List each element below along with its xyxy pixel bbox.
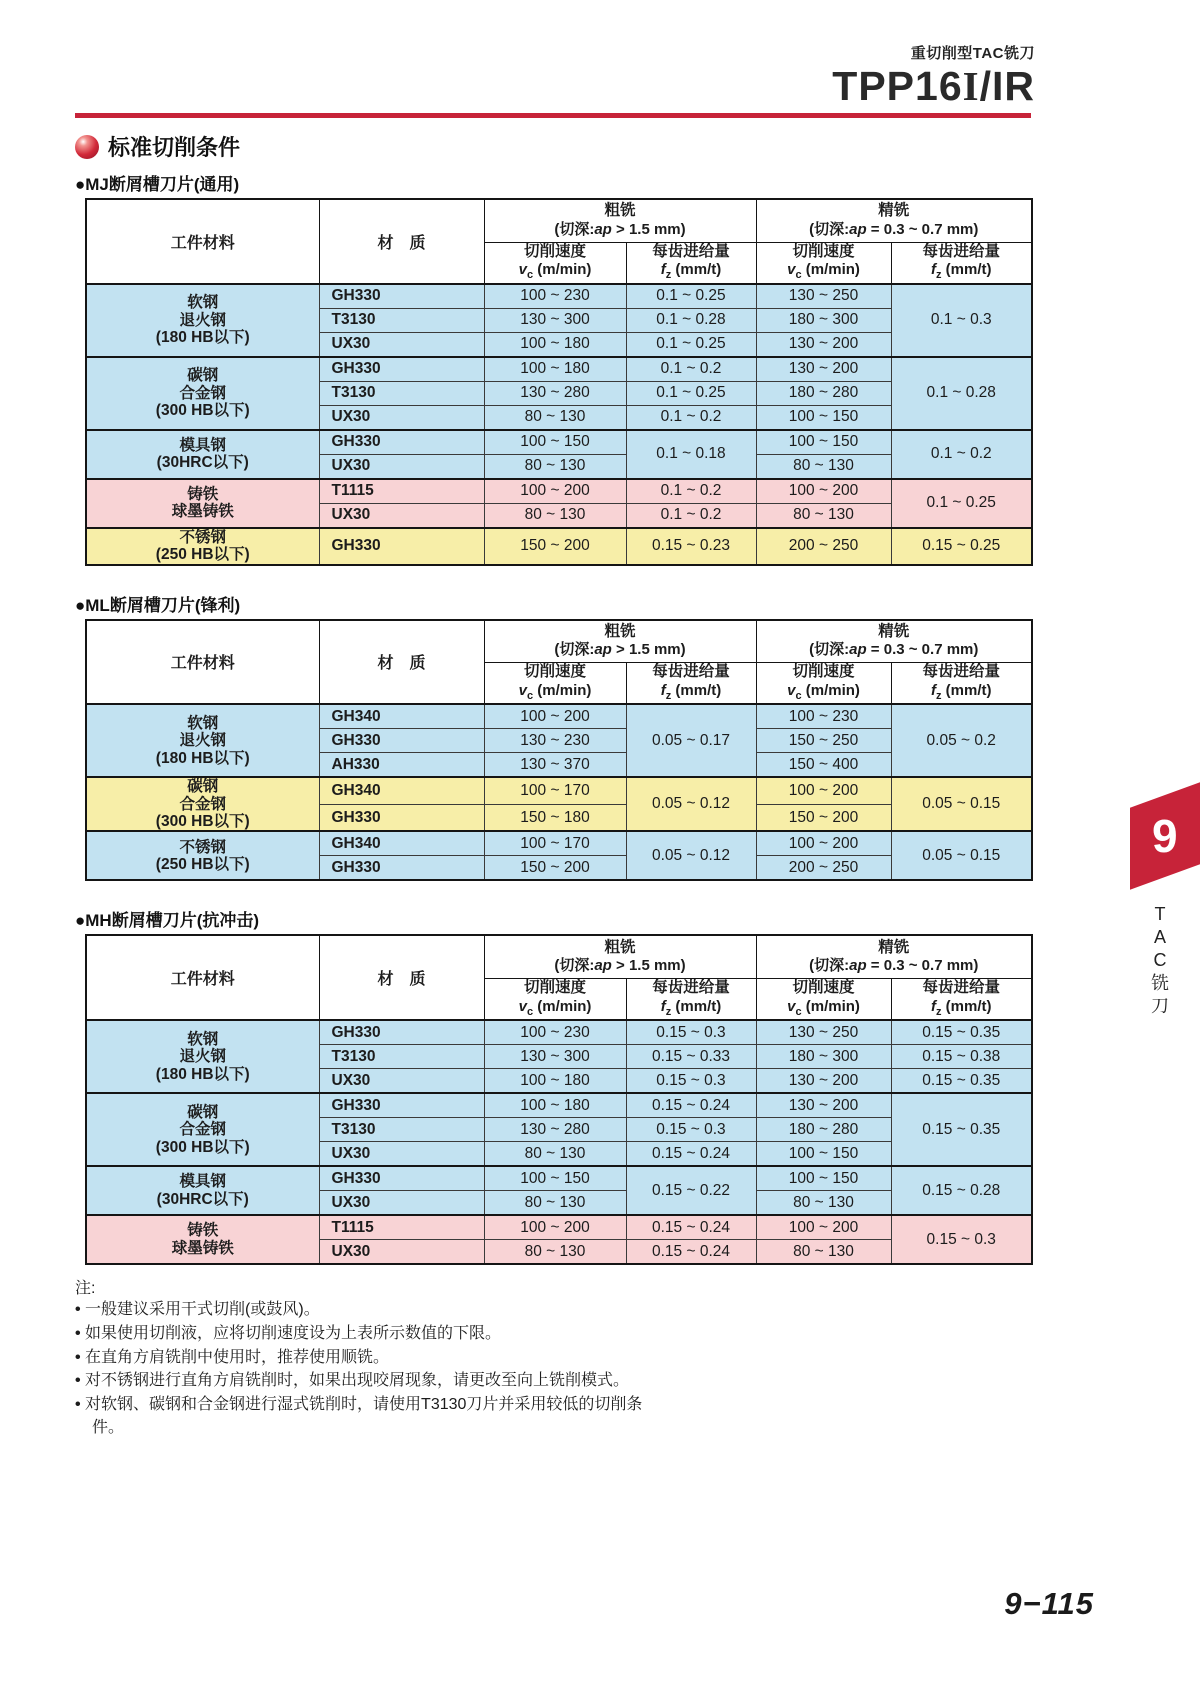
col-header-grade: 材 质 (319, 199, 484, 284)
col-header-rough-speed (484, 663, 626, 705)
col-header-finish-feed (891, 663, 1032, 705)
rough-fz-cell-merged: 0.05 ~ 0.12 (626, 831, 756, 880)
metric-subscript: z (665, 269, 672, 282)
metric-subscript: c (526, 689, 534, 702)
product-title-part2: /IR (979, 63, 1035, 109)
rough-vc-cell: 130 ~ 230 (484, 729, 626, 753)
finish-vc-cell: 80 ~ 130 (756, 1240, 891, 1265)
condition-prefix: (切深: (809, 220, 850, 238)
finish-fz-cell: 0.15 ~ 0.38 (891, 1045, 1032, 1069)
grade-cell: T3130 (319, 1118, 484, 1142)
rough-fz-cell: 0.1 ~ 0.25 (626, 332, 756, 357)
col-header-finish-feed-unit (895, 998, 1029, 1020)
chapter-tab-char: C (1153, 950, 1167, 971)
grade-cell: T1115 (319, 479, 484, 504)
page-header (832, 42, 1035, 107)
section-title: 标准切削条件 (108, 135, 241, 160)
metric-symbol: f (931, 681, 936, 699)
condition-symbol: ap (594, 957, 612, 975)
col-header-finish-feed (891, 978, 1032, 1020)
grade-cell: T3130 (319, 308, 484, 332)
metric-symbol: f (931, 997, 936, 1015)
red-sphere-icon (75, 135, 99, 159)
grade-cell: UX30 (319, 503, 484, 528)
rough-fz-cell: 0.1 ~ 0.2 (626, 357, 756, 382)
finish-fz-cell-merged: 0.15 ~ 0.35 (891, 1093, 1032, 1166)
rough-vc-cell: 100 ~ 170 (484, 777, 626, 804)
col-header-finish-feed-label: 每齿进给量 (922, 663, 1000, 681)
page-number: 9−115 (1004, 1586, 1094, 1621)
rough-fz-cell: 0.15 ~ 0.23 (626, 528, 756, 565)
material-cell: 铸铁 球墨铸铁 (86, 479, 319, 528)
metric-subscript: c (526, 1005, 534, 1018)
rough-fz-cell: 0.1 ~ 0.25 (626, 284, 756, 309)
col-header-rough-title: 粗铣 (604, 938, 636, 956)
col-header-finish-speed-unit (760, 261, 888, 283)
metric-unit-text: (m/min) (801, 261, 860, 279)
finish-vc-cell: 200 ~ 250 (756, 856, 891, 881)
col-header-rough-speed (484, 978, 626, 1020)
col-header-finish (756, 620, 1032, 663)
grade-cell: GH340 (319, 704, 484, 729)
grade-cell: UX30 (319, 1142, 484, 1167)
rough-vc-cell: 100 ~ 170 (484, 831, 626, 856)
finish-fz-cell-merged: 0.1 ~ 0.2 (891, 430, 1032, 479)
grade-cell: GH330 (319, 804, 484, 831)
condition-suffix: = 0.3 ~ 0.7 mm) (866, 641, 979, 659)
chapter-tab-char: 铣 (1151, 973, 1169, 994)
col-header-finish-speed-label: 切削速度 (792, 663, 855, 681)
col-header-rough-title: 粗铣 (604, 622, 636, 640)
material-cell: 不锈钢 (250 HB以下) (86, 831, 319, 880)
notes (75, 1275, 660, 1439)
col-header-rough (484, 199, 756, 242)
table-row (86, 831, 1032, 856)
finish-vc-cell: 100 ~ 200 (756, 479, 891, 504)
col-header-material: 工件材料 (86, 935, 319, 1020)
table-row (86, 1215, 1032, 1240)
grade-cell: GH330 (319, 1020, 484, 1045)
product-title-roman-i: I (962, 63, 980, 109)
finish-vc-cell: 130 ~ 200 (756, 1069, 891, 1094)
col-header-finish-title: 精铣 (878, 622, 910, 640)
grade-cell: T3130 (319, 381, 484, 405)
rough-vc-cell: 100 ~ 150 (484, 430, 626, 455)
rough-vc-cell: 100 ~ 150 (484, 1166, 626, 1191)
rough-fz-cell: 0.15 ~ 0.24 (626, 1240, 756, 1265)
col-header-material: 工件材料 (86, 620, 319, 705)
cutting-table-mj (85, 198, 1031, 566)
col-header-finish-speed-unit (760, 682, 888, 704)
condition-symbol: ap (849, 220, 867, 238)
finish-vc-cell: 100 ~ 200 (756, 1215, 891, 1240)
col-header-rough-speed (484, 242, 626, 284)
rough-fz-cell: 0.1 ~ 0.25 (626, 381, 756, 405)
finish-vc-cell: 150 ~ 200 (756, 804, 891, 831)
table-title-mh: ●MH断屑槽刀片(抗冲击) (75, 911, 260, 931)
finish-fz-cell-merged: 0.1 ~ 0.25 (891, 479, 1032, 528)
metric-subscript: c (795, 269, 802, 282)
material-cell: 模具钢 (30HRC以下) (86, 1166, 319, 1215)
chapter-tab-vertical-label (1148, 903, 1172, 1018)
condition-suffix: > 1.5 mm) (611, 220, 686, 238)
col-header-grade: 材 质 (319, 935, 484, 1020)
chapter-tab-number: 9 (1152, 810, 1178, 862)
grade-cell: AH330 (319, 753, 484, 778)
metric-subscript: z (936, 689, 942, 702)
col-header-rough-condition (488, 221, 753, 240)
rough-fz-cell: 0.1 ~ 0.2 (626, 405, 756, 430)
finish-vc-cell: 80 ~ 130 (756, 454, 891, 479)
rough-fz-cell: 0.15 ~ 0.3 (626, 1020, 756, 1045)
table-row (86, 1093, 1032, 1118)
metric-symbol: f (660, 997, 666, 1015)
rough-vc-cell: 100 ~ 200 (484, 479, 626, 504)
metric-subscript: c (795, 1005, 802, 1018)
finish-vc-cell: 200 ~ 250 (756, 528, 891, 565)
col-header-rough-feed-unit (630, 682, 753, 704)
metric-unit-text: (mm/t) (671, 997, 722, 1015)
col-header-rough-feed-label: 每齿进给量 (652, 978, 730, 996)
grade-cell: UX30 (319, 454, 484, 479)
notes-list (75, 1299, 660, 1439)
material-cell: 碳钢 合金钢 (300 HB以下) (86, 1093, 319, 1166)
grade-cell: GH330 (319, 430, 484, 455)
finish-vc-cell: 130 ~ 250 (756, 1020, 891, 1045)
rough-vc-cell: 150 ~ 180 (484, 804, 626, 831)
finish-vc-cell: 100 ~ 150 (756, 1166, 891, 1191)
table-row (86, 777, 1032, 804)
condition-prefix: (切深: (809, 641, 850, 659)
cutting-conditions-table-mh (85, 934, 1033, 1265)
rough-vc-cell: 150 ~ 200 (484, 528, 626, 565)
condition-symbol: ap (594, 641, 612, 659)
table-row (86, 704, 1032, 729)
metric-unit-text: (m/min) (533, 261, 592, 279)
metric-symbol: v (518, 997, 527, 1015)
grade-cell: GH330 (319, 1093, 484, 1118)
col-header-finish-title: 精铣 (878, 938, 910, 956)
col-header-finish-speed-label: 切削速度 (792, 978, 855, 996)
rough-vc-cell: 130 ~ 280 (484, 1118, 626, 1142)
col-header-finish (756, 935, 1032, 978)
condition-suffix: = 0.3 ~ 0.7 mm) (866, 957, 979, 975)
metric-symbol: f (660, 681, 666, 699)
product-title (832, 63, 1035, 109)
metric-subscript: z (936, 269, 942, 282)
section-heading (75, 131, 1031, 162)
finish-vc-cell: 130 ~ 200 (756, 332, 891, 357)
metric-symbol: v (787, 681, 796, 699)
metric-subscript: c (795, 689, 802, 702)
finish-vc-cell: 100 ~ 200 (756, 831, 891, 856)
col-header-rough-feed-unit (630, 998, 753, 1020)
metric-subscript: z (665, 689, 672, 702)
metric-unit-text: (m/min) (801, 681, 860, 699)
grade-cell: GH330 (319, 856, 484, 881)
finish-fz-cell-merged: 0.1 ~ 0.28 (891, 357, 1032, 430)
table-row (86, 528, 1032, 565)
material-cell: 不锈钢 (250 HB以下) (86, 528, 319, 565)
metric-unit-text: (mm/t) (671, 261, 722, 279)
rough-fz-cell: 0.1 ~ 0.28 (626, 308, 756, 332)
rough-vc-cell: 100 ~ 180 (484, 357, 626, 382)
finish-vc-cell: 100 ~ 150 (756, 1142, 891, 1167)
material-cell: 软钢 退火钢 (180 HB以下) (86, 704, 319, 777)
grade-cell: UX30 (319, 405, 484, 430)
metric-unit-text: (mm/t) (941, 681, 992, 699)
metric-symbol: v (518, 261, 527, 279)
finish-vc-cell: 100 ~ 200 (756, 777, 891, 804)
col-header-finish-condition (760, 221, 1029, 240)
table-row (86, 430, 1032, 455)
finish-vc-cell: 180 ~ 280 (756, 381, 891, 405)
rough-vc-cell: 80 ~ 130 (484, 454, 626, 479)
grade-cell: GH340 (319, 777, 484, 804)
col-header-finish-condition (760, 957, 1029, 976)
condition-prefix: (切深: (554, 641, 595, 659)
condition-prefix: (切深: (809, 957, 850, 975)
col-header-rough-speed-label: 切削速度 (523, 663, 586, 681)
metric-unit-text: (mm/t) (941, 261, 992, 279)
table-row (86, 284, 1032, 309)
condition-prefix: (切深: (554, 957, 595, 975)
grade-cell: UX30 (319, 1240, 484, 1265)
rough-vc-cell: 130 ~ 300 (484, 1045, 626, 1069)
condition-symbol: ap (849, 641, 867, 659)
cutting-conditions-table-mj (85, 198, 1033, 566)
header-row-1 (86, 620, 1032, 663)
rough-vc-cell: 80 ~ 130 (484, 1191, 626, 1216)
col-header-rough-speed-unit (488, 682, 623, 704)
rough-vc-cell: 100 ~ 180 (484, 1093, 626, 1118)
table-row (86, 479, 1032, 504)
col-header-finish-feed-label: 每齿进给量 (922, 242, 1000, 260)
note-item: • 对软钢、碳钢和合金钢进行湿式铣削时，请使用T3130刀片并采用较低的切削条件。 (75, 1394, 660, 1439)
cutting-conditions-table-ml (85, 619, 1033, 882)
grade-cell: T1115 (319, 1215, 484, 1240)
grade-cell: GH340 (319, 831, 484, 856)
grade-cell: GH330 (319, 729, 484, 753)
material-cell: 铸铁 球墨铸铁 (86, 1215, 319, 1264)
grade-cell: UX30 (319, 332, 484, 357)
finish-vc-cell: 130 ~ 250 (756, 284, 891, 309)
finish-vc-cell: 150 ~ 400 (756, 753, 891, 778)
finish-vc-cell: 100 ~ 230 (756, 704, 891, 729)
table-row (86, 357, 1032, 382)
series-eyebrow: 重切削型TAC铣刀 (910, 45, 1035, 62)
rough-vc-cell: 100 ~ 230 (484, 284, 626, 309)
col-header-rough (484, 620, 756, 663)
finish-vc-cell: 100 ~ 150 (756, 405, 891, 430)
metric-subscript: z (665, 1005, 672, 1018)
finish-fz-cell-merged: 0.05 ~ 0.15 (891, 831, 1032, 880)
rough-fz-cell: 0.15 ~ 0.24 (626, 1215, 756, 1240)
col-header-grade: 材 质 (319, 620, 484, 705)
condition-symbol: ap (594, 220, 612, 238)
finish-vc-cell: 130 ~ 200 (756, 1093, 891, 1118)
metric-subscript: c (526, 269, 534, 282)
metric-symbol: f (660, 261, 666, 279)
rough-vc-cell: 130 ~ 300 (484, 308, 626, 332)
chapter-tab-char: 刀 (1151, 996, 1169, 1017)
rough-vc-cell: 100 ~ 230 (484, 1020, 626, 1045)
metric-unit-text: (m/min) (533, 681, 592, 699)
col-header-finish-feed-unit (895, 261, 1029, 283)
header-rule (75, 113, 1031, 118)
finish-fz-cell-merged: 0.15 ~ 0.28 (891, 1166, 1032, 1215)
notes-label: 注: (75, 1280, 96, 1298)
col-header-rough-feed (626, 242, 756, 284)
rough-fz-cell: 0.15 ~ 0.24 (626, 1093, 756, 1118)
rough-fz-cell: 0.1 ~ 0.2 (626, 479, 756, 504)
col-header-rough-condition (488, 957, 753, 976)
col-header-rough-speed-label: 切削速度 (523, 978, 586, 996)
col-header-finish-feed-label: 每齿进给量 (922, 978, 1000, 996)
rough-fz-cell: 0.15 ~ 0.3 (626, 1069, 756, 1094)
grade-cell: UX30 (319, 1069, 484, 1094)
finish-fz-cell-merged: 0.1 ~ 0.3 (891, 284, 1032, 357)
col-header-rough-feed (626, 663, 756, 705)
rough-vc-cell: 80 ~ 130 (484, 503, 626, 528)
metric-symbol: v (787, 261, 796, 279)
finish-fz-cell: 0.15 ~ 0.35 (891, 1020, 1032, 1045)
metric-symbol: v (787, 997, 796, 1015)
table-row (86, 1166, 1032, 1191)
chapter-tab-char: T (1154, 904, 1166, 924)
note-item: • 一般建议采用干式切削(或鼓风)。 (75, 1299, 660, 1322)
rough-vc-cell: 130 ~ 280 (484, 381, 626, 405)
metric-unit-text: (mm/t) (671, 681, 722, 699)
finish-fz-cell: 0.15 ~ 0.25 (891, 528, 1032, 565)
finish-fz-cell-merged: 0.05 ~ 0.15 (891, 777, 1032, 831)
note-item: • 对不锈钢进行直角方肩铣削时，如果出现咬屑现象，请更改至向上铣削模式。 (75, 1370, 660, 1393)
finish-vc-cell: 130 ~ 200 (756, 357, 891, 382)
col-header-material: 工件材料 (86, 199, 319, 284)
cutting-table-mh (85, 934, 1031, 1265)
metric-subscript: z (936, 1005, 942, 1018)
finish-vc-cell: 180 ~ 300 (756, 308, 891, 332)
condition-suffix: = 0.3 ~ 0.7 mm) (866, 220, 979, 238)
grade-cell: UX30 (319, 1191, 484, 1216)
col-header-rough-speed-unit (488, 261, 623, 283)
main-content (75, 131, 1031, 1441)
col-header-finish-speed (756, 978, 891, 1020)
condition-suffix: > 1.5 mm) (611, 957, 686, 975)
rough-fz-cell-merged: 0.15 ~ 0.22 (626, 1166, 756, 1215)
table-title-mj: ●MJ断屑槽刀片(通用) (75, 175, 240, 194)
material-cell: 软钢 退火钢 (180 HB以下) (86, 1020, 319, 1093)
rough-vc-cell: 150 ~ 200 (484, 856, 626, 881)
table-row (86, 1020, 1032, 1045)
grade-cell: GH330 (319, 528, 484, 565)
finish-vc-cell: 100 ~ 150 (756, 430, 891, 455)
col-header-finish-feed (891, 242, 1032, 284)
rough-fz-cell: 0.1 ~ 0.2 (626, 503, 756, 528)
rough-fz-cell: 0.15 ~ 0.3 (626, 1118, 756, 1142)
material-cell: 软钢 退火钢 (180 HB以下) (86, 284, 319, 357)
col-header-finish (756, 199, 1032, 242)
rough-vc-cell: 80 ~ 130 (484, 405, 626, 430)
metric-unit-text: (m/min) (533, 997, 592, 1015)
col-header-rough-feed-label: 每齿进给量 (652, 663, 730, 681)
grade-cell: GH330 (319, 357, 484, 382)
metric-symbol: f (931, 261, 936, 279)
rough-vc-cell: 80 ~ 130 (484, 1142, 626, 1167)
col-header-finish-speed (756, 663, 891, 705)
rough-vc-cell: 130 ~ 370 (484, 753, 626, 778)
cutting-table-ml (85, 619, 1031, 882)
metric-unit-text: (m/min) (801, 997, 860, 1015)
col-header-rough-feed-unit (630, 261, 753, 283)
material-cell: 模具钢 (30HRC以下) (86, 430, 319, 479)
condition-prefix: (切深: (554, 220, 595, 238)
metric-symbol: v (518, 681, 527, 699)
col-header-rough-feed-label: 每齿进给量 (652, 242, 730, 260)
finish-fz-cell-merged: 0.15 ~ 0.3 (891, 1215, 1032, 1264)
material-cell: 碳钢 合金钢 (300 HB以下) (86, 777, 319, 831)
note-item: • 如果使用切削液，应将切削速度设为上表所示数值的下限。 (75, 1323, 660, 1346)
rough-vc-cell: 80 ~ 130 (484, 1240, 626, 1265)
finish-fz-cell-merged: 0.05 ~ 0.2 (891, 704, 1032, 777)
rough-vc-cell: 100 ~ 180 (484, 332, 626, 357)
finish-vc-cell: 80 ~ 130 (756, 1191, 891, 1216)
table-title-ml: ●ML断屑槽刀片(锋利) (75, 595, 241, 615)
rough-fz-cell-merged: 0.05 ~ 0.17 (626, 704, 756, 777)
col-header-rough-speed-unit (488, 998, 623, 1020)
col-header-finish-condition (760, 641, 1029, 660)
rough-vc-cell: 100 ~ 200 (484, 704, 626, 729)
rough-fz-cell-merged: 0.1 ~ 0.18 (626, 430, 756, 479)
finish-vc-cell: 150 ~ 250 (756, 729, 891, 753)
grade-cell: T3130 (319, 1045, 484, 1069)
metric-unit-text: (mm/t) (941, 997, 992, 1015)
col-header-finish-feed-unit (895, 682, 1029, 704)
finish-vc-cell: 180 ~ 280 (756, 1118, 891, 1142)
grade-cell: GH330 (319, 1166, 484, 1191)
col-header-rough (484, 935, 756, 978)
col-header-finish-speed (756, 242, 891, 284)
grade-cell: GH330 (319, 284, 484, 309)
finish-vc-cell: 80 ~ 130 (756, 503, 891, 528)
col-header-rough-title: 粗铣 (604, 202, 636, 220)
material-cell: 碳钢 合金钢 (300 HB以下) (86, 357, 319, 430)
rough-vc-cell: 100 ~ 200 (484, 1215, 626, 1240)
rough-fz-cell-merged: 0.05 ~ 0.12 (626, 777, 756, 831)
col-header-rough-feed (626, 978, 756, 1020)
rough-fz-cell: 0.15 ~ 0.33 (626, 1045, 756, 1069)
condition-suffix: > 1.5 mm) (611, 641, 686, 659)
col-header-rough-speed-label: 切削速度 (523, 242, 586, 260)
finish-vc-cell: 180 ~ 300 (756, 1045, 891, 1069)
col-header-finish-speed-label: 切削速度 (792, 242, 855, 260)
chapter-tab (1130, 782, 1200, 889)
product-title-part1: TPP16 (832, 63, 963, 109)
rough-fz-cell: 0.15 ~ 0.24 (626, 1142, 756, 1167)
col-header-rough-condition (488, 641, 753, 660)
col-header-finish-title: 精铣 (878, 202, 910, 220)
header-row-1 (86, 199, 1032, 242)
rough-vc-cell: 100 ~ 180 (484, 1069, 626, 1094)
chapter-tab-char: A (1153, 927, 1166, 948)
note-item: • 在直角方肩铣削中使用时，推荐使用顺铣。 (75, 1347, 660, 1370)
finish-fz-cell: 0.15 ~ 0.35 (891, 1069, 1032, 1094)
header-row-1 (86, 935, 1032, 978)
col-header-finish-speed-unit (760, 998, 888, 1020)
condition-symbol: ap (849, 957, 867, 975)
